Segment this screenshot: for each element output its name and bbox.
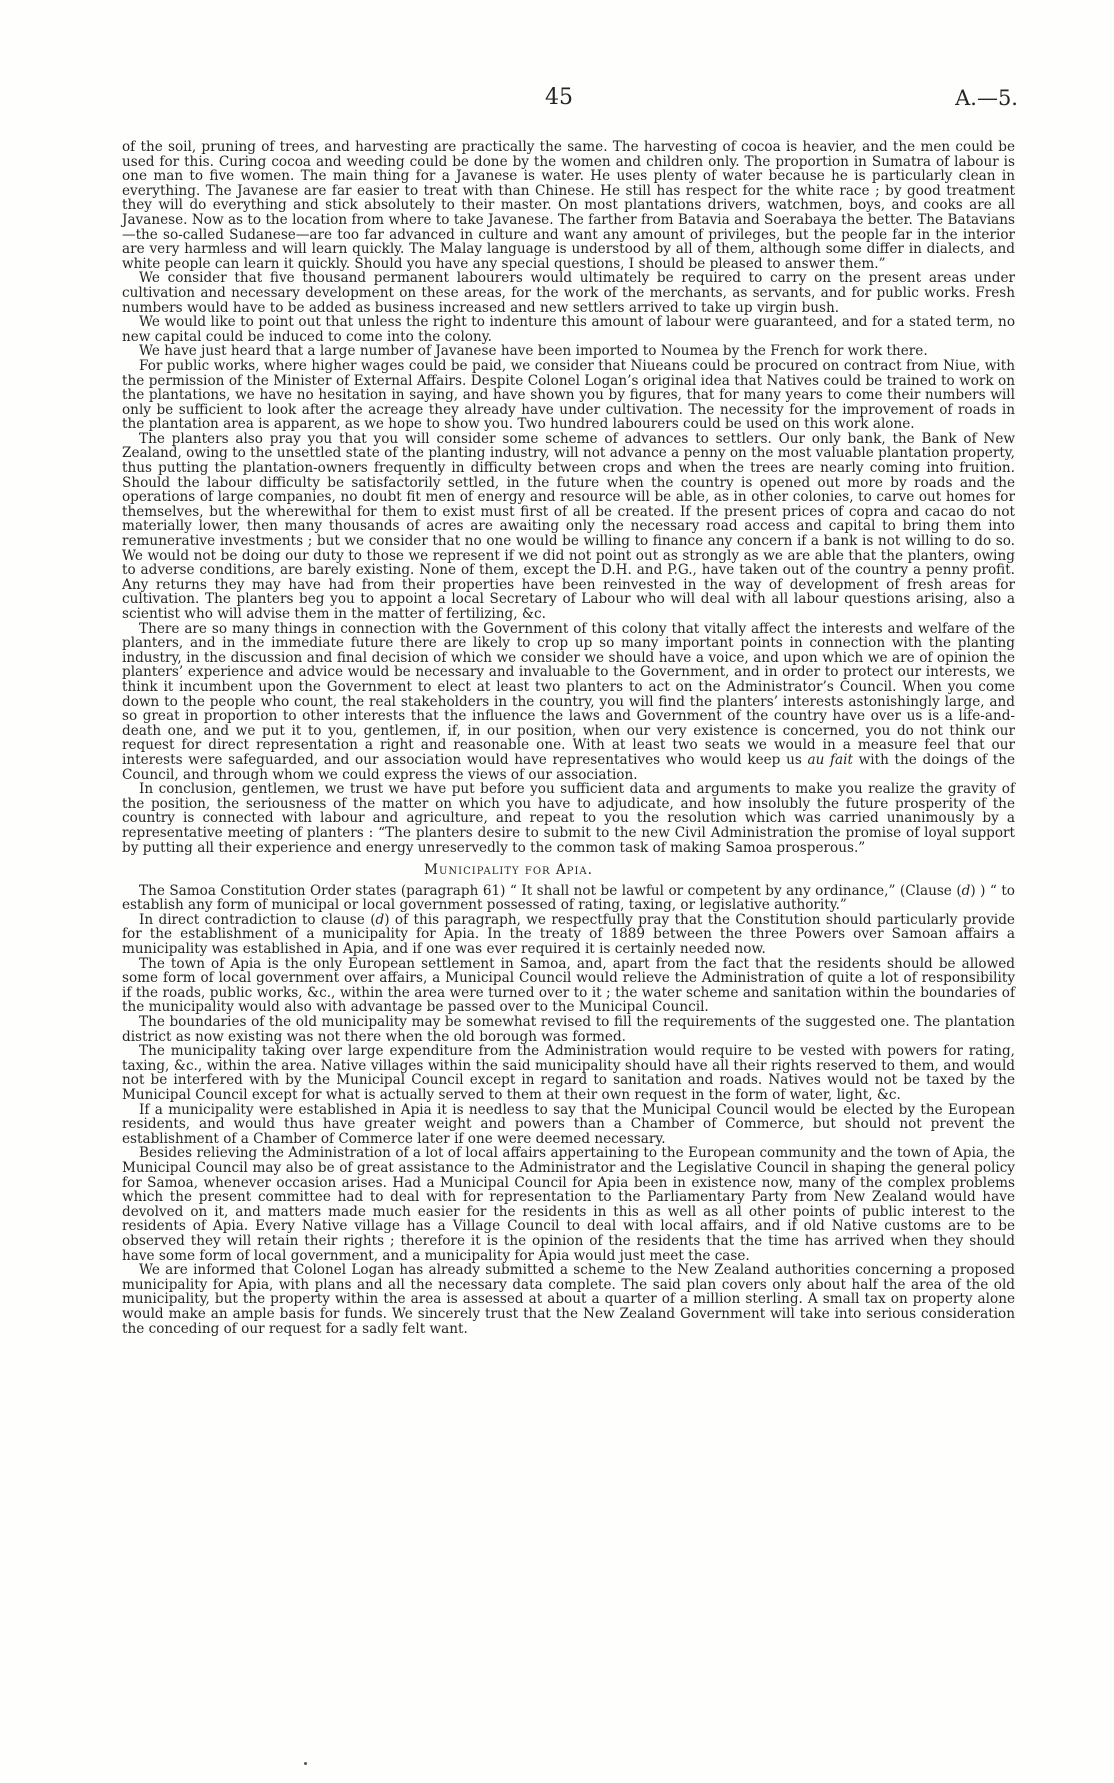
- paragraph: [122, 622, 1015, 783]
- paragraph: The boundaries of the old municipality may be somewhat revised to fill the requirements of the suggested one. The plantation district as now existing was not there when the old borough was formed.: [122, 1014, 1015, 1045]
- paragraph: We consider that five thousand permanent labourers would ultimately be required to carry on the present areas under cultivation and necessary development on these areas, for the work of the merchants, as servants, and for public works. Fresh numbers would have to be added as business increased and new settlers arrived to take up virgin bush.: [122, 270, 1015, 316]
- paragraph: The town of Apia is the only European settlement in Samoa, and, apart from the fact that the residents should be allowed some form of local government over affairs, a Municipal Council would relieve the Administration of quite a lot of responsibility if the roads, public works, &c., within the area were turned over to it ; the water scheme and sanitation within the boundaries of the municipality would also with advantage be passed over to the Municipal Council.: [122, 955, 1015, 1016]
- paragraph: [122, 884, 1015, 913]
- document-reference: A.—5.: [955, 86, 1018, 110]
- body-text: [122, 140, 1015, 1336]
- paragraph: [122, 913, 1015, 957]
- paragraph: In conclusion, gentlemen, we trust we have put before you sufficient data and arguments to make you realize the gravity of the position, the seriousness of the matter on which you have to adjudicate, and how insolubly the future prosperity of the country is connected with labour and agriculture, and repeat to you the resolution which was carried unanimously by a representative meeting of planters : “The planters desire to submit to the new Civil Administration the promise of loyal support by putting all their experience and energy unreservedly to the common task of making Samoa prosperous.”: [122, 781, 1015, 856]
- text-run: ) ) “ to establish any form of municipal or local government possessed of rating, taxing, or legislative authority.”: [122, 882, 1015, 914]
- paragraph: The municipality taking over large expenditure from the Administration would require to be vested with powers for rating, taxing, &c., within the area. Native villages within the said municipality should have all their rights reserved to them, and would not be interfered with by the Municipal Council except in regard to sanitation and roads. Natives would not be taxed by the Municipal Council except for what is actually served to them at their own request in the form of water, light, &c.: [122, 1043, 1015, 1103]
- italic-phrase: d: [961, 882, 971, 899]
- paragraph: Besides relieving the Administration of a lot of local affairs appertaining to the European community and the town of Apia, the Municipal Council may also be of great assistance to the Administrator and the Legislative Council in shaping the general policy for Samoa, whenever occasion arises. Had a Municipal Council for Apia been in existence now, many of the complex problems which the present committee had to deal with for representation to the Parliamentary Party from New Zealand would have devolved on it, and matters made much easier for the residents in this as well as all other points of public interest to the residents of Apia. Every Native village has a Village Council to deal with local affairs, and if old Native customs are to be observed they will retain their rights ; therefore it is the opinion of the residents that the time has arrived when they should have some form of local government, and a municipality for Apia would just meet the case.: [122, 1145, 1015, 1264]
- paragraph-continued: of the soil, pruning of trees, and harvesting are practically the same. The harvesting of cocoa is heavier, and the men could be used for this. Curing cocoa and weeding could be done by the women and children only. The proportion in Sumatra of labour is one man to five women. The main thing for a Javanese is water. He uses plenty of water because he is particularly clean in everything. The Javanese are far easier to treat with than Chinese. He still has respect for the white race ; by good treatment they will do everything and stick absolutely to their master. On most plantations drivers, watchmen, boys, and cooks are all Javanese. Now as to the location from where to take Javanese. The farther from Batavia and Soerabaya the better. The Batavians—the so-called Sudanese—are too far advanced in culture and want any amount of privileges, but the people far in the interior are very harmless and will learn quickly. The Malay language is understood by all of them, although some differ in dialects, and white people can learn it quickly. Should you have any special questions, I should be pleased to answer them.”: [122, 139, 1015, 272]
- text-run: with the doings of the Council, and through whom we could express the views of our association.: [122, 751, 1015, 783]
- text-run: ) of this paragraph, we respectfully pray that the Constitution should particularly provide for the establishment of a municipality for Apia. In the treaty of 1889 between the three Powers over Samoan affairs a municipality was established in Apia, and if one was ever required it is certainly needed now.: [122, 911, 1015, 958]
- section-heading: Municipality for Apia.: [424, 862, 593, 879]
- paragraph: If a municipality were established in Apia it is needless to say that the Municipal Council would be elected by the European residents, and would thus have greater weight and powers than a Chamber of Commerce, but should not prevent the establishment of a Chamber of Commerce later if one were deemed necessary.: [122, 1101, 1015, 1147]
- paragraph: We are informed that Colonel Logan has already submitted a scheme to the New Zealand authorities concerning a proposed municipality for Apia, with plans and all the necessary data complete. The said plan covers only about half the area of the old municipality, but the property within the area is assessed at about a quarter of a million sterling. A small tax on property alone would make an ample basis for funds. We sincerely trust that the New Zealand Government will take into serious consideration the conceding of our request for a sadly felt want.: [122, 1262, 1015, 1337]
- text-run: There are so many things in connection with the Government of this colony that vitally affect the interests and welfare of the planters, and in the immediate future there are likely to crop up so many important points in connection with the planting industry, in the discussion and final decision of which we consider we should have a voice, and upon which we are of opinion the planters’ experience and advice would be necessary and invaluable to the Government, and in order to protect our interests, we think it incumbent upon the Government to elect at least two planters to act on the Administrator’s Council. When you come down to the people who count, the real stakeholders in the country, you will find the planters’ interests astonishingly large, and so great in proportion to other interests that the influence the laws and Government of the country have over us is a life-and-death one, and we put it to you, gentlemen, if, in our position, when our very existence is concerned, you do not think our request for direct representation a right and reasonable one. With at least two seats we would in a measure feel that our interests were safeguarded, and our association would have representatives who would keep us: [122, 620, 1015, 768]
- scan-speck: [304, 1762, 307, 1765]
- paragraph: For public works, where higher wages could be paid, we consider that Niueans could be procured on contract from Niue, with the permission of the Minister of External Affairs. Despite Colonel Logan’s original idea that Natives could be trained to work on the plantations, we have no hesitation in saying, and have shown you by figures, that for many years to come their numbers will only be sufficient to look after the acreage they already have under cultivation. The necessity for the improvement of roads in the plantation area is apparent, as we hope to show you. Two hundred labourers could be used on this work alone.: [122, 357, 1015, 433]
- paragraph: We would like to point out that unless the right to indenture this amount of labour were guaranteed, and for a stated term, no new capital could be induced to come into the colony.: [122, 314, 1015, 345]
- text-run: In direct contradiction to clause (: [139, 911, 376, 928]
- italic-phrase: d: [375, 911, 385, 928]
- text-run: The Samoa Constitution Order states (paragraph 61) “ It shall not be lawful or competent by any ordinance,” (Clause (: [139, 882, 962, 899]
- paragraph: We have just heard that a large number of Javanese have been imported to Noumea by the French for work there.: [139, 343, 928, 360]
- page-number: 45: [545, 85, 573, 110]
- italic-phrase: au fait: [807, 751, 853, 768]
- paragraph: The planters also pray you that you will consider some scheme of advances to settlers. Our only bank, the Bank of New Zealand, owing to the unsettled state of the planting industry, will not advance a penny on the most valuable plantation property, thus putting the plantation-owners frequently in difficulty between crops and when the trees are nearly coming into fruition. Should the labour difficulty be satisfactorily settled, in the future when the country is opened out more by roads and the operations of large companies, no doubt fit men of energy and resource will be able, as in other colonies, to carve out homes for themselves, but the wherewithal for them to exist must first of all be created. If the present prices of copra and cacao do not materially lower, then many thousands of acres are awaiting only the necessary road access and capital to bring them into remunerative investments ; but we consider that no one would be willing to finance any concern if a bank is not willing to do so. We would not be doing our duty to those we represent if we did not point out as strongly as we are able that the planters, owing to adverse conditions, are barely existing. None of them, except the D.H. and P.G., have taken out of the country a penny profit. Any returns they may have had from their properties have been reinvested in the way of development of fresh areas for cultivation. The planters beg you to appoint a local Secretary of Labour who will deal with all labour questions arising, also a scientist who will advise them in the matter of fertilizing, &c.: [122, 430, 1015, 622]
